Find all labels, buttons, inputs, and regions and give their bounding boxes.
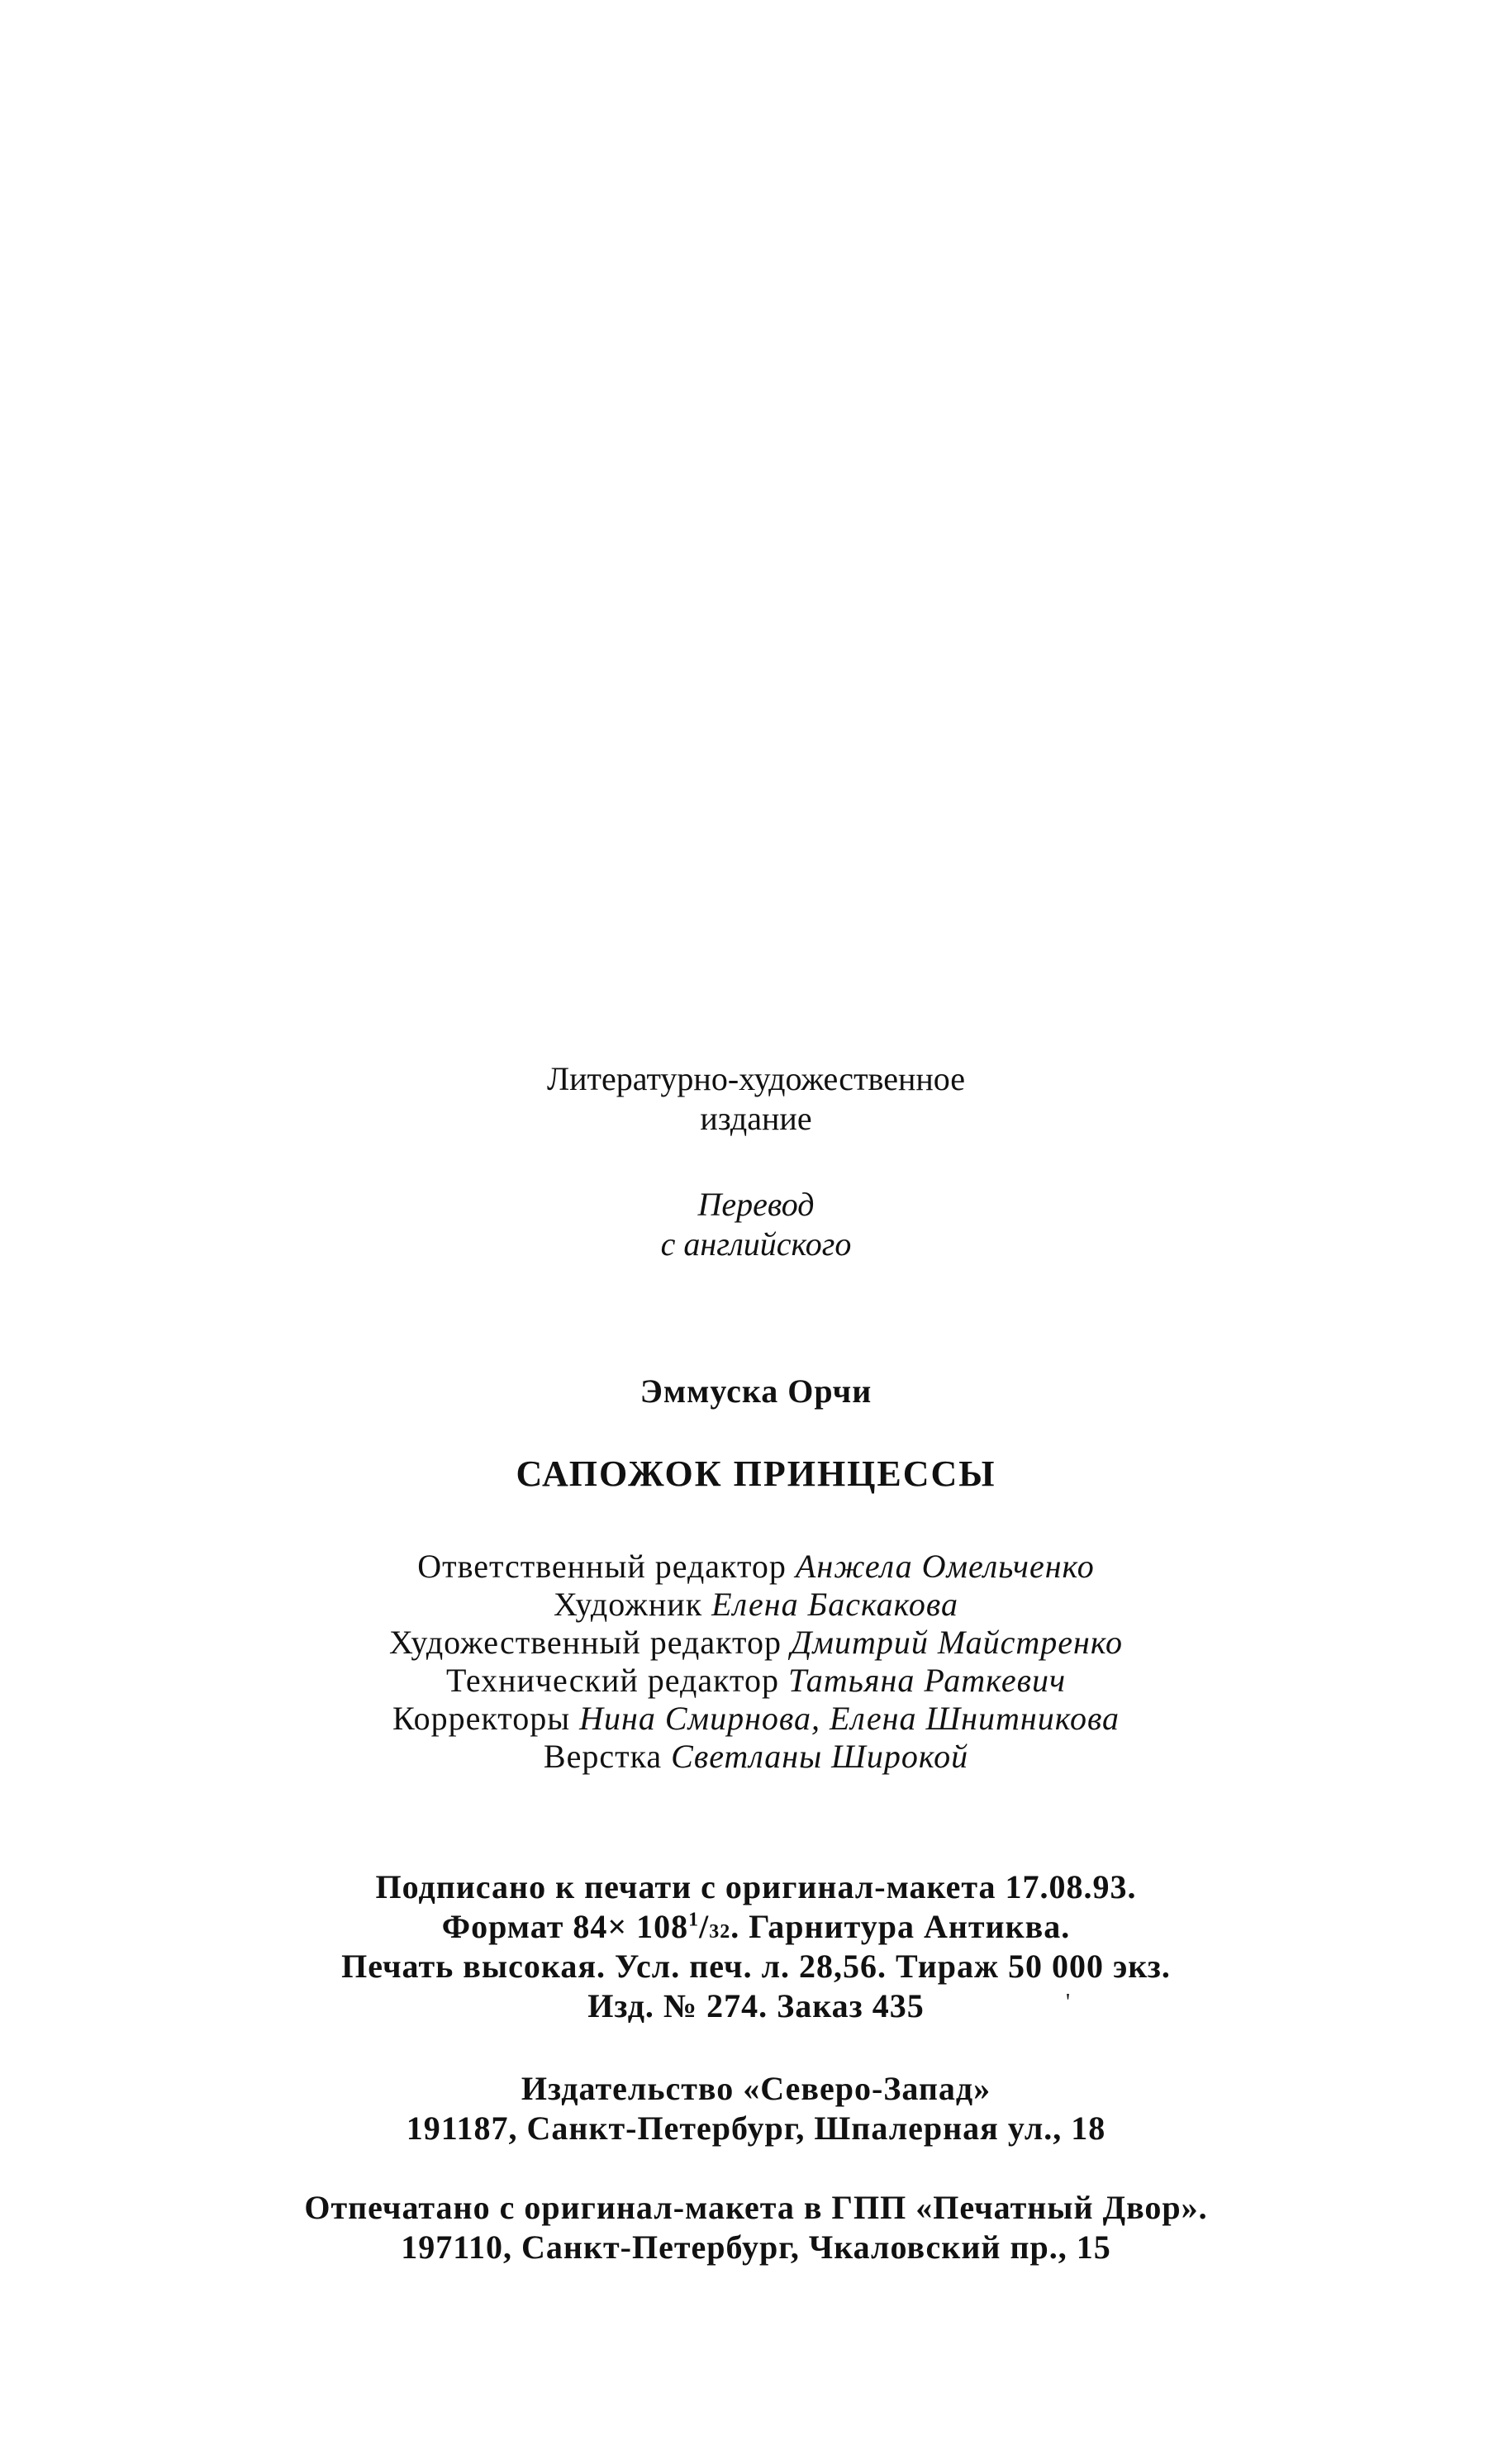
- author-name: Эммуска Орчи: [640, 1372, 872, 1410]
- translation-line-2: с английского: [660, 1225, 852, 1263]
- publisher-name: Издательство «Северо-Запад»: [521, 2070, 991, 2107]
- credit-role: Верстка: [543, 1738, 663, 1775]
- format-sub: 32: [709, 1921, 731, 1943]
- book-title: САПОЖОК ПРИНЦЕССЫ: [516, 1453, 996, 1494]
- stray-mark: ': [1066, 1990, 1071, 2015]
- credit-role: Технический редактор: [445, 1662, 779, 1699]
- printer-address: 197110, Санкт-Петербург, Чкаловский пр., 15: [401, 2229, 1111, 2266]
- credit-role: Художественный редактор: [388, 1624, 782, 1661]
- credit-name: Анжела Омельченко: [795, 1548, 1095, 1585]
- format-sup: 1: [688, 1909, 700, 1931]
- imprint-order: Изд. № 274. Заказ 435: [587, 1987, 925, 2024]
- translation-line-1: Перевод: [697, 1186, 815, 1223]
- edition-type-line-2: издание: [700, 1100, 812, 1137]
- credit-role: Ответственный редактор: [417, 1548, 787, 1585]
- format-suffix: . Гарнитура Антиква.: [730, 1908, 1071, 1945]
- credit-name: Нина Смирнова, Елена Шнитникова: [579, 1700, 1120, 1737]
- credit-name: Елена Баскакова: [711, 1586, 958, 1623]
- imprint-print: Печать высокая. Усл. печ. л. 28,56. Тираж 50 000 экз.: [341, 1948, 1171, 1985]
- imprint-signed: Подписано к печати с оригинал-макета 17.08.93.: [375, 1868, 1137, 1905]
- credit-line: [0, 1699, 1512, 1739]
- format-slash: /: [699, 1908, 710, 1945]
- format-prefix: Формат 84: [441, 1908, 608, 1945]
- credit-name: Дмитрий Майстренко: [790, 1624, 1124, 1661]
- format-times: ×: [607, 1908, 628, 1945]
- edition-type-line-1: Литературно-художественное: [546, 1060, 966, 1097]
- credit-line: [0, 1623, 1512, 1662]
- credit-line: [0, 1585, 1512, 1624]
- credit-name: Татьяна Раткевич: [787, 1662, 1067, 1699]
- credit-name: Светланы Широкой: [671, 1738, 969, 1775]
- credit-line: [0, 1547, 1512, 1586]
- imprint-format: [0, 1907, 1512, 1947]
- credit-line: [0, 1661, 1512, 1701]
- format-size: 108: [636, 1908, 689, 1945]
- printer-name: Отпечатано с оригинал-макета в ГПП «Печатный Двор».: [304, 2189, 1208, 2226]
- credit-role: Художник: [554, 1586, 703, 1623]
- credit-line: [0, 1737, 1512, 1777]
- credit-role: Корректоры: [392, 1700, 571, 1737]
- publisher-address: 191187, Санкт-Петербург, Шпалерная ул., 18: [406, 2110, 1106, 2147]
